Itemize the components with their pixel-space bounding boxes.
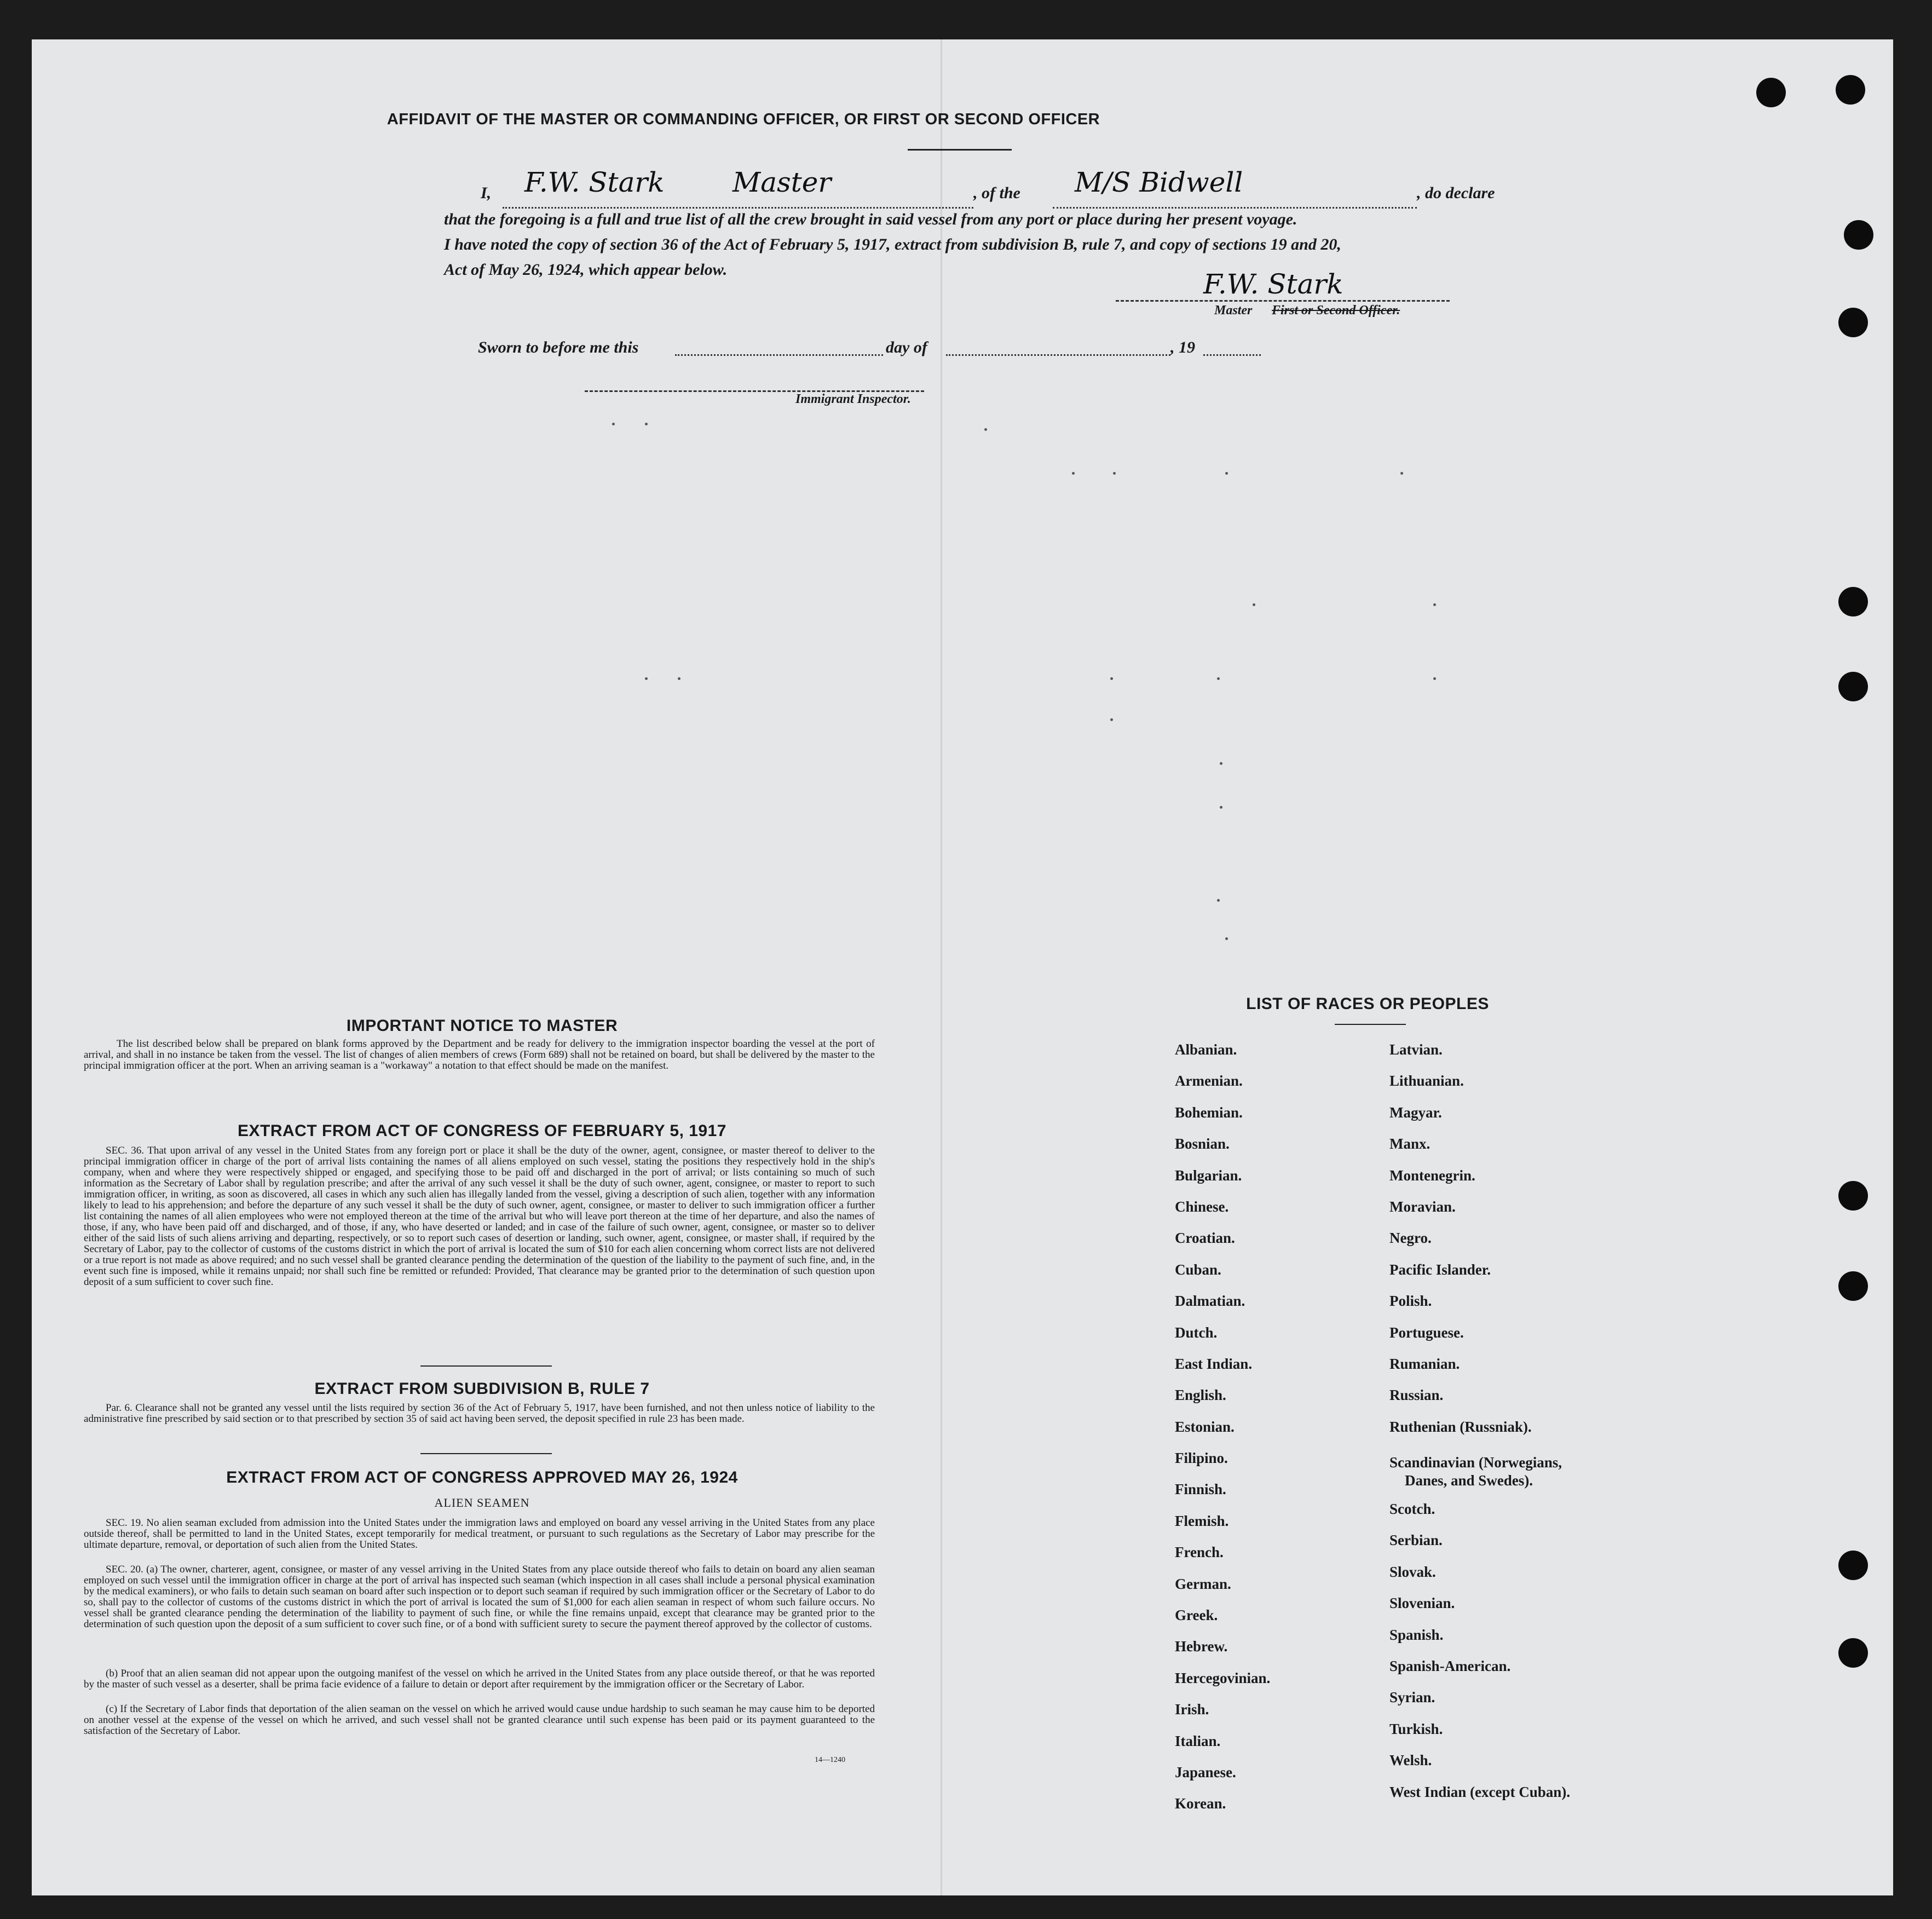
race-item: Turkish. [1389, 1720, 1443, 1737]
race-item: Cuban. [1175, 1261, 1221, 1278]
sworn-day-field[interactable] [675, 343, 883, 356]
race-item: Russian. [1389, 1387, 1444, 1404]
race-item: Korean. [1175, 1795, 1226, 1812]
race-item: Rumanian. [1389, 1355, 1460, 1372]
binder-hole [1838, 1271, 1868, 1301]
signature-line[interactable] [1116, 298, 1450, 302]
race-item: Montenegrin. [1389, 1167, 1475, 1184]
race-item: Bohemian. [1175, 1104, 1243, 1121]
races-right-column [1389, 1041, 1652, 1815]
race-item: Spanish-American. [1389, 1658, 1511, 1675]
race-item: Albanian. [1175, 1041, 1237, 1058]
subdivision-b-body: Par. 6. Clearance shall not be granted any vessel until the lists required by section 36 of the Act of February 5, 1917, have been furnished, and not then unless notice of liability to the administrative fine prescribed by said section or to that prescribed by section 35 of said act having been served, the deposit specified in rule 23 has been made. [84, 1402, 875, 1425]
section-20c: (c) If the Secretary of Labor finds that deportation of the alien seaman on the vessel on which he arrived would cause undue hardship to such seaman he may cause him to be deported on another vessel at the expense of the vessel on which he arrived, and such vessel shall not be granted clearance until such expense has been paid or its payment guaranteed to the satisfaction of the Secretary of Labor. [84, 1703, 875, 1737]
race-item: Latvian. [1389, 1041, 1443, 1058]
race-item: Welsh. [1389, 1752, 1432, 1769]
divider [1335, 1024, 1406, 1025]
affidavit-title: AFFIDAVIT OF THE MASTER OR COMMANDING OFFICER, OR FIRST OR SECOND OFFICER [387, 111, 1100, 128]
signature-caption-master: Master [1214, 303, 1253, 318]
binder-hole [1836, 75, 1865, 105]
year-label: , 19 [1170, 338, 1195, 356]
race-item: Syrian. [1389, 1689, 1435, 1706]
race-item: Finnish. [1175, 1481, 1226, 1498]
race-item: French. [1175, 1544, 1224, 1561]
races-left-column [1175, 1041, 1383, 1827]
section-19: SEC. 19. No alien seaman excluded from admission into the United States under the immigration laws and employed on board any vessel arriving in the United States from any place outside thereof, shall be permitted to land in the United States, except temporarily for medical treatment, or pursuant to such regulations as the Secretary of Labor may prescribe for the ultimate departure, removal, or deportation of such alien from the United States. [84, 1517, 875, 1551]
subdivision-b-title: EXTRACT FROM SUBDIVISION B, RULE 7 [314, 1380, 650, 1398]
binder-hole [1844, 220, 1873, 250]
binder-hole [1838, 1551, 1868, 1580]
race-item: Spanish. [1389, 1626, 1444, 1643]
notice-body: The list described below shall be prepared on blank forms approved by the Department and be ready for delivery to the immigration inspector boarding the vessel at the port of arrival, and shall in no instance be taken from the vessel. The list of changes of alien members of crews (Form 689) shall not be retained on board, but shall be delivered by the master to the principal immigration officer at the port. When an arriving seaman is a "workaway" a notation to that effect should be made on the manifest. [84, 1038, 875, 1071]
race-item: Bosnian. [1175, 1136, 1230, 1152]
day-of-label: day of [886, 338, 927, 356]
race-item: Dalmatian. [1175, 1293, 1245, 1310]
affidavit-line-3: I have noted the copy of section 36 of the Act of February 5, 1917, extract from subdivision B, rule 7, and copy of sections 19 and 20, [444, 235, 1341, 253]
race-item: West Indian (except Cuban). [1389, 1783, 1571, 1800]
race-item: Irish. [1175, 1701, 1209, 1718]
sworn-label: Sworn to before me this [478, 338, 639, 356]
divider [420, 1365, 552, 1367]
extract-1924-title: EXTRACT FROM ACT OF CONGRESS APPROVED MAY 26, 1924 [226, 1468, 738, 1486]
races-title: LIST OF RACES OR PEOPLES [1246, 995, 1489, 1013]
race-item: Scandinavian (Norwegians, [1389, 1454, 1562, 1471]
race-item: Estonian. [1175, 1418, 1235, 1435]
inspector-caption: Immigrant Inspector. [795, 392, 911, 406]
race-item: Ruthenian (Russniak). [1389, 1418, 1532, 1435]
divider [908, 149, 1012, 151]
race-item: Serbian. [1389, 1532, 1443, 1549]
master-name-handwritten: F.W. Stark [524, 166, 665, 198]
binder-hole [1838, 672, 1868, 701]
race-item: Polish. [1389, 1293, 1432, 1310]
race-item: Hebrew. [1175, 1638, 1228, 1655]
section-20b: (b) Proof that an alien seaman did not appear upon the outgoing manifest of the vessel on which he arrived in the United States from any place outside thereof, or that he was reported by the master of such vessel as a deserter, shall be prima facie evidence of a failure to detain or deport after requirement by the immigration officer or the Secretary of Labor. [84, 1668, 875, 1690]
binder-hole [1838, 587, 1868, 616]
i-label: I, [481, 184, 492, 202]
race-item: Filipino. [1175, 1450, 1228, 1467]
center-fold [941, 39, 942, 1895]
race-item: Flemish. [1175, 1512, 1229, 1529]
master-title-handwritten: Master [733, 166, 832, 198]
race-item: Japanese. [1175, 1764, 1236, 1780]
race-item: Manx. [1389, 1136, 1431, 1152]
race-item: Portuguese. [1389, 1324, 1464, 1341]
affidavit-line-2: that the foregoing is a full and true list of all the crew brought in said vessel from any port or place during her present voyage. [444, 210, 1297, 228]
race-item: Armenian. [1175, 1073, 1243, 1090]
vessel-name-handwritten: M/S Bidwell [1075, 166, 1243, 198]
race-item: Dutch. [1175, 1324, 1218, 1341]
sworn-year-field[interactable] [1203, 343, 1261, 356]
race-item: English. [1175, 1387, 1226, 1404]
notice-title: IMPORTANT NOTICE TO MASTER [346, 1017, 618, 1035]
race-item: Greek. [1175, 1607, 1218, 1624]
race-item: Italian. [1175, 1732, 1221, 1749]
race-item: Bulgarian. [1175, 1167, 1242, 1184]
race-item: German. [1175, 1575, 1231, 1592]
extract-1917-title: EXTRACT FROM ACT OF CONGRESS OF FEBRUARY 5, 1917 [238, 1122, 726, 1140]
race-item: Lithuanian. [1389, 1073, 1464, 1090]
extract-1924-subtitle: ALIEN SEAMEN [434, 1496, 530, 1509]
race-item: Danes, and Swedes). [1405, 1472, 1533, 1489]
race-item: Negro. [1389, 1230, 1432, 1247]
of-the-label: , of the [973, 184, 1020, 202]
race-item: Hercegovinian. [1175, 1669, 1271, 1686]
race-item: Moravian. [1389, 1198, 1456, 1215]
divider [420, 1453, 552, 1454]
sworn-month-field[interactable] [946, 343, 1170, 356]
race-item: Slovenian. [1389, 1595, 1455, 1612]
binder-hole [1838, 1638, 1868, 1668]
race-item: East Indian. [1175, 1355, 1253, 1372]
race-item: Pacific Islander. [1389, 1261, 1491, 1278]
document-page [32, 39, 1893, 1895]
race-item: Magyar. [1389, 1104, 1442, 1121]
race-item: Chinese. [1175, 1198, 1229, 1215]
race-item: Croatian. [1175, 1230, 1235, 1247]
signature-handwritten: F.W. Stark [1203, 268, 1343, 300]
form-number: 14—1240 [815, 1756, 845, 1764]
race-item: Scotch. [1389, 1501, 1435, 1518]
signature-caption-struck: First or Second Officer. [1272, 303, 1400, 318]
affidavit-line-4: Act of May 26, 1924, which appear below. [444, 261, 728, 279]
binder-hole [1838, 1181, 1868, 1211]
binder-hole [1838, 308, 1868, 337]
extract-1917-body: SEC. 36. That upon arrival of any vessel in the United States from any foreign port or place it shall be the duty of the owner, agent, consignee, or master thereof to deliver to the principal immigration officer in charge of the port of arrival lists containing the names of all aliens employed on such vessel, stating the positions they respectively hold in the ship's company, when and where they were respectively shipped or engaged, and specifying those to be paid off and discharged in the port of arrival; or lists containing so much of such information as the Secretary of Labor shall by regulation prescribe; and after the arrival of any such vessel it shall be the duty of such owner, agent, consignee, or master to report to such immigration officer, in writing, as soon as discovered, all cases in which any such alien has illegally landed from the vessel, giving a description of such alien, together with any information likely to lead to his apprehension; and before the departure of any such vessel it shall be the duty of such owner, agent, consignee, or master to deliver to such immigration officer a further list containing the names of all alien employees who were not employed thereon at the time of the arrival but who will leave port thereon at the time of her departure, and also the names of those, if any, who have been paid off and discharged, and of those, if any, who have deserted or landed; and in case of the failure of such owner, agent, consignee, or master so to deliver either of the said lists of such aliens arriving and departing, respectively, or so to report such cases of desertion or landing, such owner, agent, consignee, or master shall, if required by the Secretary of Labor, pay to the collector of customs of the customs district in which the port of arrival is located the sum of $10 for each alien concerning whom correct lists are not delivered or a true report is not made as above required; and no such vessel shall be granted clearance pending the determination of the question of the liability to the payment of such fine, and, in the event such fine is imposed, while it remains unpaid; nor shall such fine be remitted or refunded: Provided, That clearance may be granted prior to the determination of such question upon deposit of a sum sufficient to cover such fine. [84, 1145, 875, 1288]
section-20a: SEC. 20. (a) The owner, charterer, agent, consignee, or master of any vessel arriving in the United States from any place outside thereof who fails to detain on board any alien seaman employed on such vessel until the immigration officer in charge at the port of arrival has inspected such seaman (which inspection in all cases shall include a personal physical examination by the medical examiners), or who fails to detain such seaman on board after such inspection or to deport such seaman if required by such immigration officer or the Secretary of Labor to do so, shall pay to the collector of customs of the customs district in which the port of arrival is located the sum of $1,000 for each alien seaman in respect of whom such failure occurs. No vessel shall be granted clearance pending the determination of the liability to payment of such fine, or while the fine remains unpaid, except that clearance may be granted prior to the determination of such question upon the deposit of a sum sufficient to cover such fine, or of a bond with sufficient surety to secure the payment thereof approved by the collector of customs. [84, 1564, 875, 1630]
binder-hole [1756, 78, 1786, 107]
race-item: Slovak. [1389, 1563, 1436, 1580]
declare-label: , do declare [1417, 184, 1495, 202]
